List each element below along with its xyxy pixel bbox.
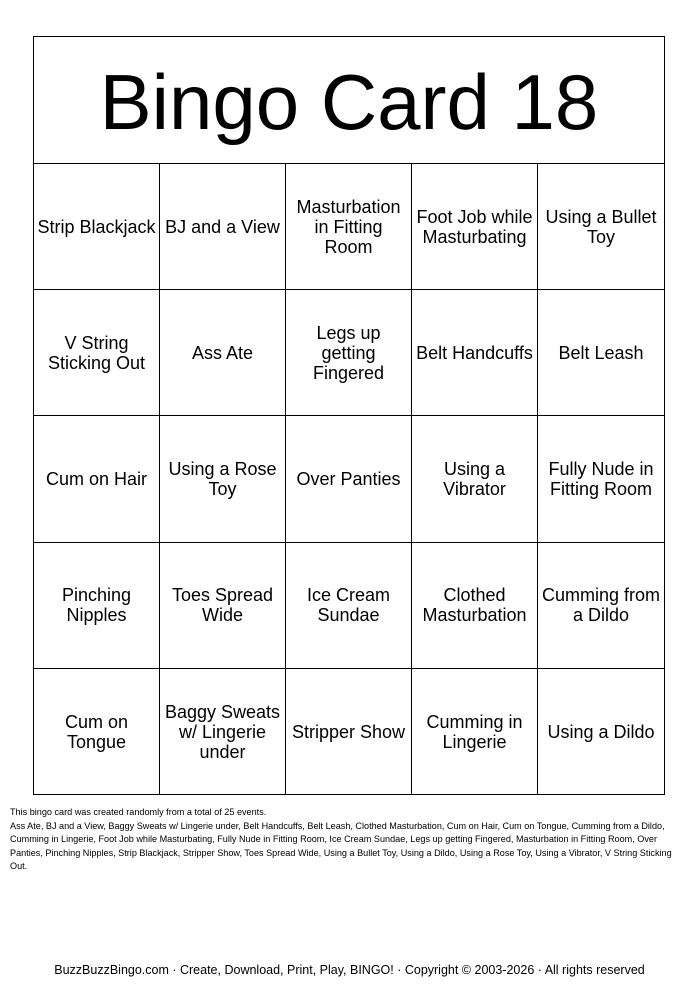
bingo-cell: Clothed Masturbation <box>412 543 538 669</box>
bingo-cell: Cumming in Lingerie <box>412 669 538 795</box>
bingo-cell: Legs up getting Fingered <box>286 290 412 416</box>
bingo-cell: Using a Bullet Toy <box>538 164 664 290</box>
bingo-cell: Toes Spread Wide <box>160 543 286 669</box>
bingo-cell: Masturbation in Fitting Room <box>286 164 412 290</box>
bingo-cell: V String Sticking Out <box>34 290 160 416</box>
bingo-cell: Pinching Nipples <box>34 543 160 669</box>
bingo-cell: Cum on Tongue <box>34 669 160 795</box>
bingo-cell: Fully Nude in Fitting Room <box>538 416 664 542</box>
bingo-cell: Cum on Hair <box>34 416 160 542</box>
bingo-cell: Using a Vibrator <box>412 416 538 542</box>
bingo-cell: Strip Blackjack <box>34 164 160 290</box>
bingo-cell: Baggy Sweats w/ Lingerie under <box>160 669 286 795</box>
bingo-cell: Cumming from a Dildo <box>538 543 664 669</box>
bingo-card <box>33 36 665 795</box>
card-title: Bingo Card 18 <box>34 37 664 164</box>
footnote-event-list: Ass Ate, BJ and a View, Baggy Sweats w/ Lingerie under, Belt Handcuffs, Belt Leash, Clothed Masturbation, Cum on Hair, Cum on Tongue, Cumming from a Dildo, Cumming in Lingerie, Foot Job while Masturbating, Fully Nude in Fitting Room, Ice Cream Sundae, Legs up getting Fingered, Masturbation in Fitting Room, Over Panties, Pinching Nipples, Strip Blackjack, Stripper Show, Toes Spread Wide, Using a Bullet Toy, Using a Dildo, Using a Rose Toy, Using a Vibrator, V String Sticking Out. <box>10 820 672 871</box>
footnote-intro: This bingo card was created randomly from a total of 25 events. <box>10 807 267 817</box>
bingo-cell: Using a Dildo <box>547 721 655 742</box>
site-footer: BuzzBuzzBingo.com · Create, Download, Print, Play, BINGO! · Copyright © 2003-2026 · All rights reserved <box>54 963 645 977</box>
bingo-cell: Over Panties <box>286 416 412 542</box>
bingo-cell: Stripper Show <box>286 669 412 795</box>
event-footnote <box>10 806 690 874</box>
bingo-grid <box>34 164 664 795</box>
bingo-cell: Ass Ate <box>160 290 286 416</box>
bingo-cell: BJ and a View <box>160 164 286 290</box>
bingo-cell: Ice Cream Sundae <box>286 543 412 669</box>
bingo-cell: Foot Job while Masturbating <box>412 164 538 290</box>
bingo-cell: Using a Rose Toy <box>160 416 286 542</box>
bingo-cell: Belt Leash <box>538 290 664 416</box>
bingo-cell: Belt Handcuffs <box>412 290 538 416</box>
